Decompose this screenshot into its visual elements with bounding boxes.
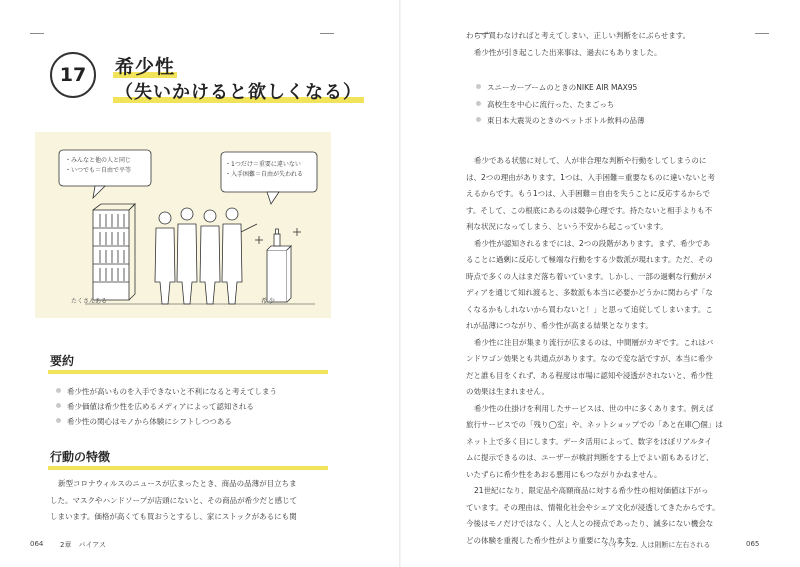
- running-header: 2章 バイアス: [60, 541, 106, 549]
- summary-heading: 要約: [50, 354, 75, 368]
- chapter-number-badge: [50, 52, 96, 98]
- text-line: 新型コロナウィルスのニュースが広まったとき、商品の品薄が目立ちま: [58, 479, 297, 488]
- summary-underline: [48, 370, 328, 374]
- text-line: 今後はモノだけではなく、人と人との接点であったり、滅多にない機会な: [466, 519, 714, 528]
- text-line: いたずらに希少性をあおる悪用にもつながりかねません。: [466, 469, 662, 479]
- illustration-label-left: たくさんある: [71, 298, 108, 305]
- text-line: ネット上で多く目にします。データ活用によって、数字をほぼリアルタイ: [466, 436, 712, 446]
- list-item: [476, 113, 645, 130]
- examples-list: [476, 80, 645, 130]
- body-paragraphs: [466, 153, 723, 549]
- bullet-icon: [56, 403, 61, 408]
- speech-bubble-tail: [267, 192, 279, 204]
- text-line: 希少性が引き起こした出来事は、過去にもありました。: [474, 47, 662, 57]
- list-item: [476, 97, 645, 114]
- text-line: 21世紀になり、限定品や高額商品に対する希少性の相対価値は下がっ: [474, 486, 709, 495]
- summary-item-text: 希少価値は希少性を広めるメディアによって認知される: [67, 402, 254, 411]
- page-number: 065: [746, 540, 760, 548]
- text-line: 時点で多くの人はまだ落ち着いています。しかし、一部の過剰な行動がメ: [466, 271, 713, 281]
- page-number: 064: [30, 540, 44, 548]
- example-text: スニーカーブームのときのNIKE AIR MAX95: [487, 83, 638, 92]
- behavior-heading: 行動の特徴: [50, 450, 111, 464]
- bullet-icon: [56, 388, 61, 393]
- behavior-underline: [48, 466, 328, 470]
- shelf-drawing: [93, 204, 135, 300]
- text-line: しまいます。価格が高くても買おうとするし、家にストックがあるにも関: [50, 512, 297, 521]
- text-line: ディアを通じて知れ渡ると、多数派も本当に必要かどうかに関わらず「な: [466, 288, 713, 297]
- chapter-number: 17: [59, 64, 87, 86]
- text-line: ています。その理由は、情報化社会やシェア文化が浸透してきたからです。: [466, 502, 720, 512]
- summary-item-text: 希少性が高いものを入手できないと不利になると考えてしまう: [67, 387, 277, 396]
- example-text: 東日本大震災のときのペットボトル飲料の品薄: [487, 116, 645, 125]
- text-line: は、2つの理由があります。1つは、入手困難＝重要なものに違いないと考: [466, 172, 715, 182]
- list-item: [56, 414, 277, 429]
- text-line: ンドワゴン効果とも共通点があります。なので変な話ですが、本当に希少: [466, 354, 713, 363]
- text-line: えるからです。もう1つは、入手困難＝自由を失うことに反応するからで: [466, 189, 711, 198]
- bubble-right-text: [225, 160, 303, 180]
- bullet-icon: [56, 418, 61, 423]
- page-subtitle-text: （失いかけると欲しくなる）: [115, 82, 362, 103]
- list-item: [56, 384, 277, 399]
- text-line: 希少性が認知されるまでには、2つの段階があります。まず、希少であ: [474, 238, 711, 248]
- text-line: れが品薄につながり、希少性が高まる結果となります。: [466, 321, 653, 330]
- crop-mark: [320, 33, 334, 34]
- list-item: [476, 80, 645, 97]
- bullet-icon: [476, 101, 481, 106]
- intro-paragraph: [466, 28, 690, 61]
- text-line: す。そして、この根底にあるのは競争心理です。持たないと相手よりも不: [466, 205, 713, 215]
- speech-bubble-tail: [93, 186, 105, 198]
- summary-list: [56, 384, 277, 429]
- text-line: どの体験を重視した希少性がより重要になります。: [466, 535, 638, 545]
- illustration-label-right: 希 少: [261, 298, 275, 305]
- example-text: 高校生を中心に流行った、たまごっち: [487, 99, 615, 109]
- bubble-right-line: ・1つだけ＝重要に違いない: [225, 161, 301, 168]
- bubble-left-text: [65, 156, 131, 176]
- behavior-paragraph: [50, 476, 297, 526]
- bubble-left-line: ・みんなと他の人と同じ: [65, 157, 132, 164]
- bullet-icon: [476, 117, 481, 122]
- crop-mark: [755, 33, 769, 34]
- crowd-drawing: [155, 208, 257, 304]
- text-line: ることに過剰に反応して極端な行動をする少数派が現れます。ただ、その: [466, 255, 713, 264]
- text-line: わらず買わなければと考えてしまい、正しい判断をにぶらせます。: [466, 31, 691, 40]
- summary-item-text: 希少性の関心はモノから体験にシフトしつつある: [67, 417, 232, 426]
- bullet-icon: [476, 84, 481, 89]
- illustration: [35, 132, 331, 318]
- bubble-right-line: ・入手困難＝自由が失われる: [225, 171, 304, 178]
- page-subtitle: [113, 78, 364, 104]
- text-line: 旅行サービスでの「残り◯室」や、ネットショップでの「あと在庫◯個」は: [466, 420, 723, 429]
- bubble-left-line: ・いつでも＝自由で平等: [65, 167, 132, 174]
- text-line: した。マスクやハンドソープが店頭にないと、その商品が希少だと感じて: [50, 495, 298, 505]
- text-line: くなるかもしれないから買わないと！」と思って追従してしまいます。こ: [466, 304, 713, 314]
- page-title-text: 希少性: [115, 56, 176, 78]
- text-line: ムに提示できるのは、ユーザーが検討判断をする上でよい面もあるけど、: [466, 453, 714, 462]
- text-line: 希少性に注目が集まり流行が広まるのは、中間層がカギです。これはバ: [474, 337, 714, 347]
- pedestal-drawing: [267, 229, 291, 302]
- crop-mark: [30, 33, 44, 34]
- text-line: だと誰も目をくれず、ある程度は市場に認知や浸透がされないと、希少性: [466, 370, 713, 380]
- text-line: 希少性の仕掛けを利用したサービスは、世の中に多くあります。例えば: [474, 403, 714, 413]
- running-header: バイアス2. 人は則断に左右される: [604, 541, 711, 549]
- text-line: 希少である状態に対して、人が非合理な判断や行動をしてしまうのに: [474, 156, 707, 165]
- list-item: [56, 399, 277, 414]
- text-line: の効果は生まれません。: [466, 387, 549, 396]
- page-title: [113, 52, 177, 79]
- text-line: 利な状況になってしまう、という不安から起こっています。: [466, 222, 668, 231]
